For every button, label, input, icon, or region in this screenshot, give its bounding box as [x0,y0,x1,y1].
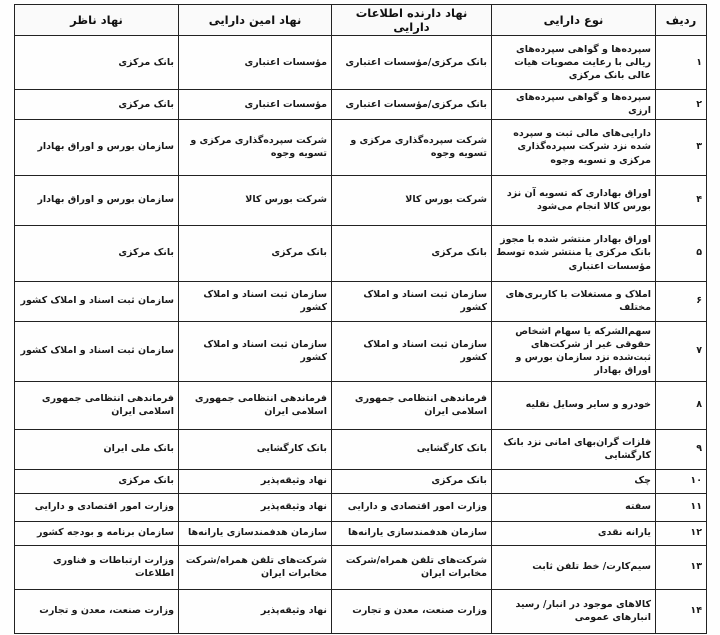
supervisor-cell: وزارت صنعت، معدن و تجارت [15,589,179,633]
trustee-cell: سازمان ثبت اسناد و املاک کشور [179,321,332,381]
asset-type-cell: یارانه نقدی [492,521,656,545]
asset-type-cell: اوراق بهادار منتشر شده با مجوز بانک مرکزی یا منتشر شده توسط مؤسسات اعتباری [492,225,656,281]
row-number: ۳ [656,119,707,175]
row-number: ۱ [656,36,707,90]
supervisor-cell: وزارت ارتباطات و فناوری اطلاعات [15,545,179,589]
table-row [15,225,707,281]
asset-type-cell: اوراق بهاداری که تسویه آن نزد بورس کالا انجام می‌شود [492,175,656,225]
trustee-cell: سازمان هدفمندسازی یارانه‌ها [179,521,332,545]
trustee-cell: مؤسسات اعتباری [179,36,332,90]
trustee-cell: شرکت‌های تلفن همراه/شرکت مخابرات ایران [179,545,332,589]
info-provider-cell: وزارت امور اقتصادی و دارایی [332,493,492,521]
asset-type-cell: املاک و مستغلات با کاربری‌های مختلف [492,281,656,321]
info-provider-cell: وزارت صنعت، معدن و تجارت [332,589,492,633]
table-row [15,589,707,633]
table-row [15,90,707,120]
supervisor-cell: سازمان بورس و اوراق بهادار [15,175,179,225]
asset-type-cell: خودرو و سایر وسایل نقلیه [492,381,656,429]
info-provider-cell: شرکت‌های تلفن همراه/شرکت مخابرات ایران [332,545,492,589]
table-row [15,175,707,225]
row-number: ۴ [656,175,707,225]
supervisor-cell: سازمان بورس و اوراق بهادار [15,119,179,175]
row-number: ۶ [656,281,707,321]
supervisor-cell: بانک مرکزی [15,36,179,90]
table-header-row [15,5,707,36]
row-number: ۱۲ [656,521,707,545]
table-row [15,521,707,545]
trustee-cell: فرماندهی انتظامی جمهوری اسلامی ایران [179,381,332,429]
trustee-cell: شرکت بورس کالا [179,175,332,225]
info-provider-cell: بانک مرکزی/مؤسسات اعتباری [332,36,492,90]
info-provider-cell: فرماندهی انتظامی جمهوری اسلامی ایران [332,381,492,429]
table-row [15,281,707,321]
asset-type-cell: کالاهای موجود در انبار/ رسید انبارهای عمومی [492,589,656,633]
asset-type-cell: سفته [492,493,656,521]
table-row [15,429,707,469]
header-trustee: نهاد امین دارایی [179,5,332,36]
header-info-provider: نهاد دارنده اطلاعات دارایی [332,5,492,36]
supervisor-cell: بانک مرکزی [15,90,179,120]
info-provider-cell: سازمان ثبت اسناد و املاک کشور [332,321,492,381]
row-number: ۵ [656,225,707,281]
trustee-cell: نهاد وثیقه‌پذیر [179,469,332,493]
asset-type-cell: سپرده‌ها و گواهی سپرده‌های ریالی با رعایت مصوبات هیات عالی بانک مرکزی [492,36,656,90]
header-supervisor: نهاد ناظر [15,5,179,36]
trustee-cell: مؤسسات اعتباری [179,90,332,120]
supervisor-cell: سازمان ثبت اسناد و املاک کشور [15,321,179,381]
table-row [15,469,707,493]
header-row-number: ردیف [656,5,707,36]
row-number: ۱۰ [656,469,707,493]
trustee-cell: سازمان ثبت اسناد و املاک کشور [179,281,332,321]
trustee-cell: بانک مرکزی [179,225,332,281]
supervisor-cell: بانک مرکزی [15,225,179,281]
table-row [15,36,707,90]
supervisor-cell: وزارت امور اقتصادی و دارایی [15,493,179,521]
table-row [15,493,707,521]
row-number: ۱۱ [656,493,707,521]
table-row [15,545,707,589]
row-number: ۹ [656,429,707,469]
asset-type-cell: چک [492,469,656,493]
row-number: ۸ [656,381,707,429]
asset-type-cell: سیم‌کارت/ خط تلفن ثابت [492,545,656,589]
asset-type-cell: سپرده‌ها و گواهی سپرده‌های ارزی [492,90,656,120]
asset-type-cell: فلزات گران‌بهای امانی نزد بانک کارگشایی [492,429,656,469]
info-provider-cell: بانک مرکزی/مؤسسات اعتباری [332,90,492,120]
info-provider-cell: بانک کارگشایی [332,429,492,469]
asset-type-cell: دارایی‌های مالی ثبت و سپرده شده نزد شرکت سپرده‌گذاری مرکزی و تسویه وجوه [492,119,656,175]
info-provider-cell: بانک مرکزی [332,469,492,493]
supervisor-cell: فرماندهی انتظامی جمهوری اسلامی ایران [15,381,179,429]
info-provider-cell: سازمان ثبت اسناد و املاک کشور [332,281,492,321]
trustee-cell: نهاد وثیقه‌پذیر [179,493,332,521]
supervisor-cell: سازمان ثبت اسناد و املاک کشور [15,281,179,321]
supervisor-cell: بانک مرکزی [15,469,179,493]
supervisor-cell: سازمان برنامه و بودجه کشور [15,521,179,545]
asset-institutions-table [14,4,707,634]
trustee-cell: شرکت سپرده‌گذاری مرکزی و تسویه وجوه [179,119,332,175]
trustee-cell: نهاد وثیقه‌پذیر [179,589,332,633]
info-provider-cell: شرکت سپرده‌گذاری مرکزی و تسویه وجوه [332,119,492,175]
row-number: ۲ [656,90,707,120]
supervisor-cell: بانک ملی ایران [15,429,179,469]
row-number: ۱۳ [656,545,707,589]
table-row [15,381,707,429]
row-number: ۱۴ [656,589,707,633]
row-number: ۷ [656,321,707,381]
asset-type-cell: سهم‌الشرکه یا سهام اشخاص حقوقی غیر از شرکت‌های ثبت‌شده نزد سازمان بورس و اوراق بهادار [492,321,656,381]
info-provider-cell: سازمان هدفمندسازی یارانه‌ها [332,521,492,545]
trustee-cell: بانک کارگشایی [179,429,332,469]
header-asset-type: نوع دارایی [492,5,656,36]
table-row [15,119,707,175]
info-provider-cell: شرکت بورس کالا [332,175,492,225]
table-row [15,321,707,381]
info-provider-cell: بانک مرکزی [332,225,492,281]
